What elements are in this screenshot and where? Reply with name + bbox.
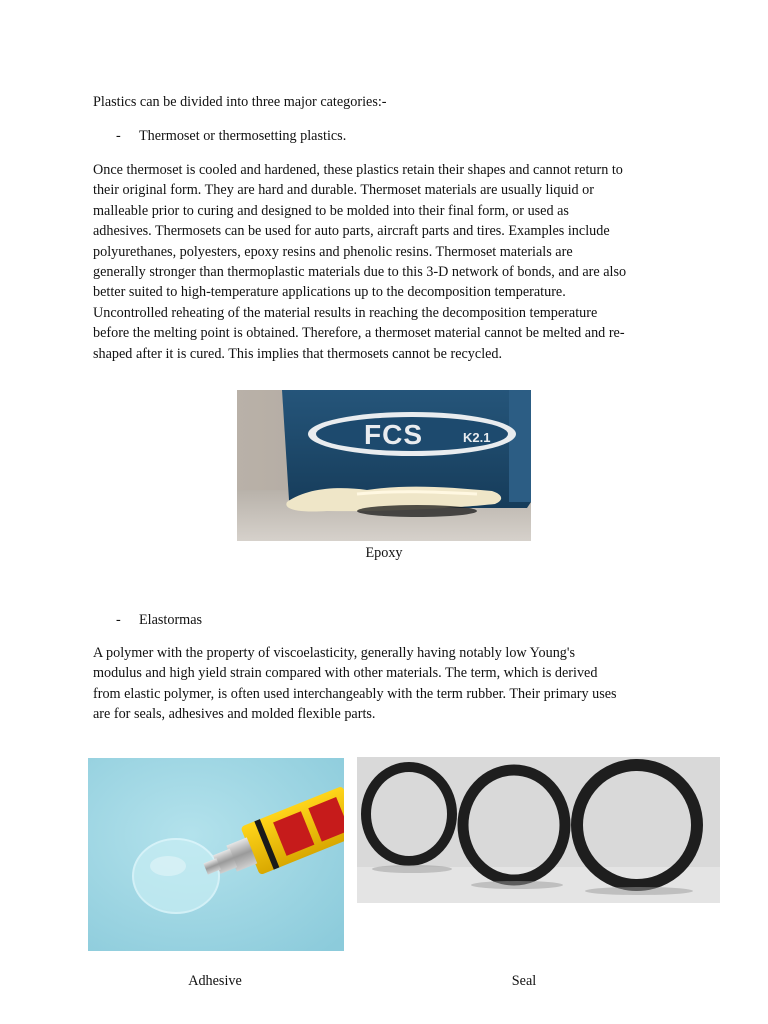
paragraph-line: are for seals, adhesives and molded flexible parts. (93, 706, 376, 723)
paragraph-line: polyurethanes, polyesters, epoxy resins and phenolic resins. Thermoset materials are (93, 243, 573, 260)
thermoset-paragraph (93, 160, 683, 364)
paragraph-line: better suited to high-temperature applications up to the decomposition temperature. (93, 284, 566, 301)
bullet-dash: - (116, 612, 121, 628)
paragraph-line: generally stronger than thermoplastic materials due to this 3-D network of bonds, and are also (93, 264, 627, 281)
paragraph-line: A polymer with the property of viscoelasticity, generally having notably low Young's (93, 645, 575, 661)
paragraph-line: shaped after it is cured. This implies that thermosets cannot be recycled. (93, 345, 503, 362)
paragraph-line: Once thermoset is cooled and hardened, these plastics retain their shapes and cannot return to (93, 162, 623, 178)
elastomers-paragraph (93, 643, 683, 725)
bullet-dash: - (116, 128, 121, 144)
bullet-thermoset-label: Thermoset or thermosetting plastics. (139, 128, 347, 144)
seal-caption: Seal (511, 973, 537, 989)
epoxy-logo-model: K2.1 (463, 430, 491, 445)
paragraph-line: from elastic polymer, is often used interchangeably with the term rubber. Their primary uses (93, 685, 617, 702)
epoxy-caption: Epoxy (365, 545, 403, 561)
paragraph-line: modulus and high yield strain compared with other materials. The term, which is derived (93, 665, 598, 682)
bullet-elastomers-label: Elastormas (139, 612, 203, 628)
paragraph-line: before the melting point is obtained. Therefore, a thermoset material cannot be melted and re- (93, 325, 625, 342)
adhesive-caption: Adhesive (188, 973, 242, 989)
epoxy-logo-text: FCS (364, 419, 423, 450)
paragraph-line: malleable prior to curing and designed to be molded into their final form, or used as (93, 202, 569, 219)
paragraph-line: their original form. They are hard and durable. Thermoset materials are usually liquid or (93, 182, 594, 199)
adhesive-photo (88, 758, 344, 951)
bullet-thermoset (116, 126, 416, 146)
epoxy-photo (237, 390, 531, 541)
seal-photo (357, 757, 720, 903)
bullet-elastomers (116, 610, 416, 630)
paragraph-line: adhesives. Thermosets can be used for auto parts, aircraft parts and tires. Examples include (93, 223, 610, 240)
paragraph-line: Uncontrolled reheating of the material results in reaching the decomposition temperature (93, 304, 598, 321)
intro-text: Plastics can be divided into three major categories:- (93, 94, 387, 110)
